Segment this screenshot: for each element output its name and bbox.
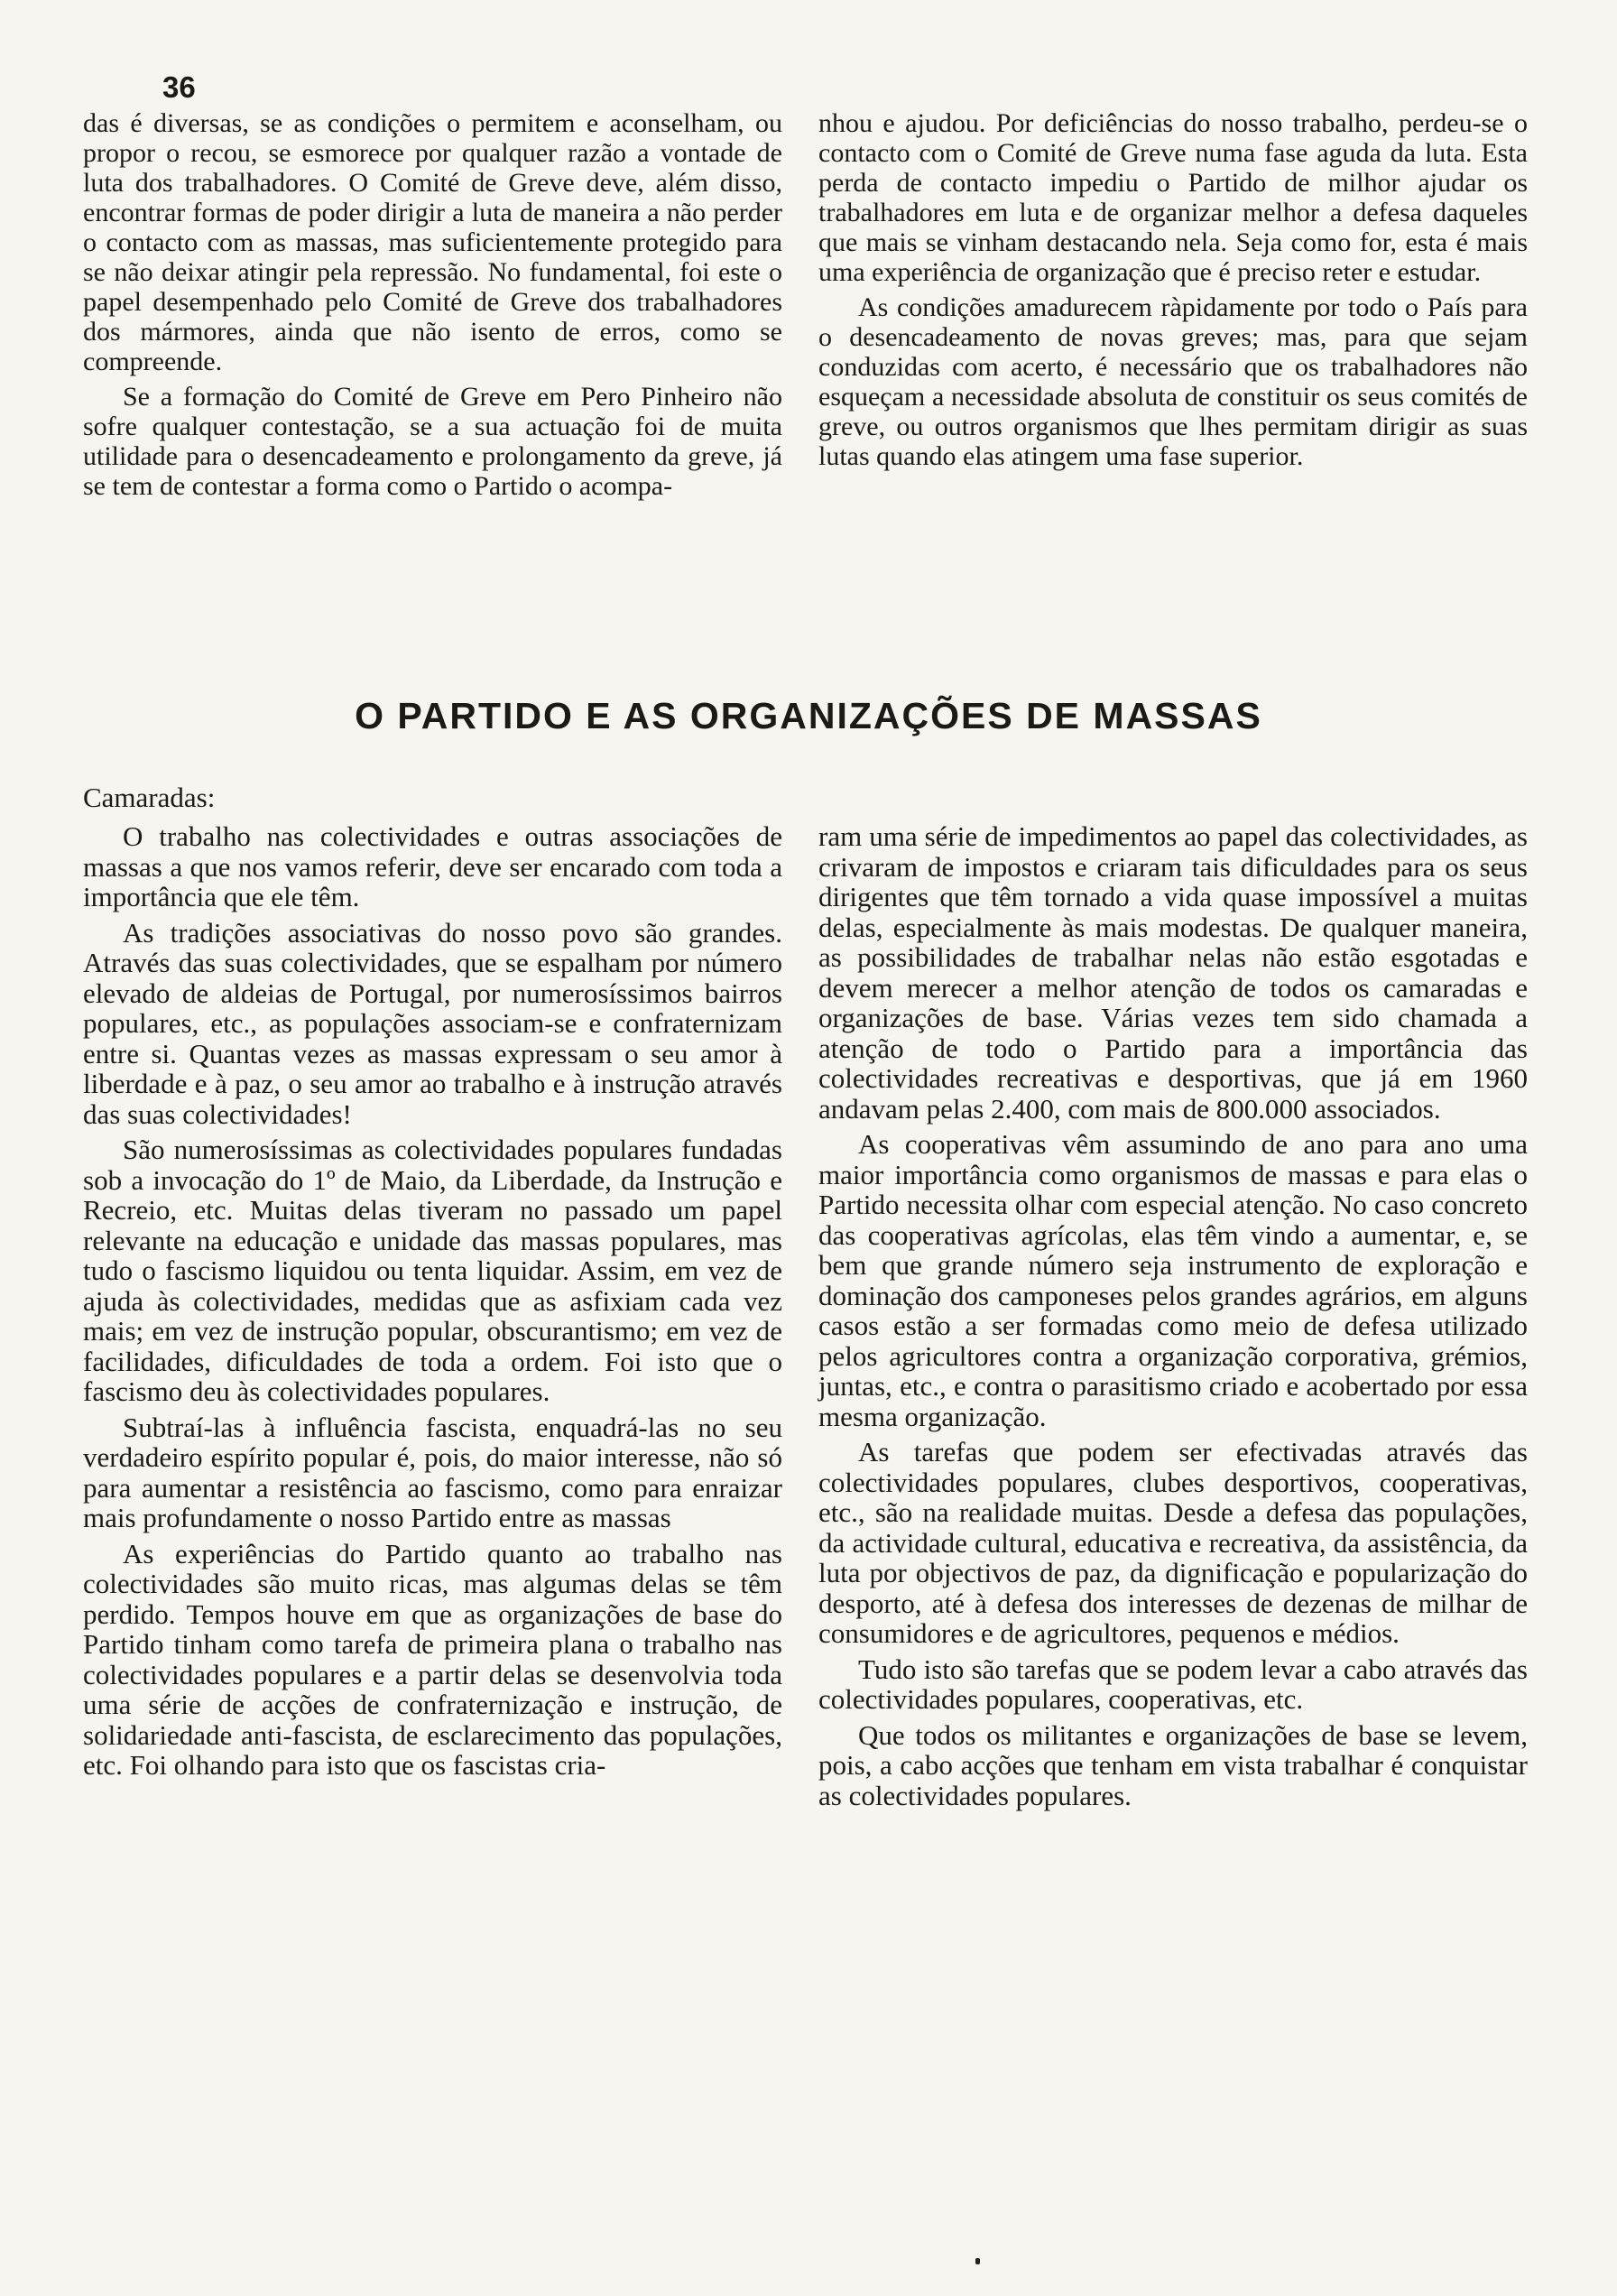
paragraph: Se a formação do Comité de Greve em Pero Pinheiro não sofre qualquer contestação, se a sua actuação foi de muita utilidade para o desencadeamento e prolongamento da greve, já se tem de contestar a forma como o Partido o acompa- xyxy=(83,382,782,501)
paragraph: As tarefas que podem ser efectivadas através das colectividades populares, clubes desportivos, cooperativas, etc., são na realidade muitas. Desde a defesa das populações, da actividade cultural, educativa e recreativa, da assistência, da luta por objectivos de paz, da dignificação e popularização do desporto, até à defesa dos interesses de dezenas de milhar de consumidores e de agricultores, pequenos e médios. xyxy=(818,1436,1528,1649)
paragraph: As tradições associativas do nosso povo são grandes. Através das suas colectividades, que se espalham por número elevado de aldeias de Portugal, por numerosíssimos bairros populares, etc., as populações associam-se e confraternizam entre si. Quantas vezes as massas expressam o seu amor à liberdade e à paz, o seu amor ao trabalho e à instrução através das suas colectividades! xyxy=(83,916,782,1130)
section-title: O PARTIDO E AS ORGANIZAÇÕES DE MASSAS xyxy=(355,695,1262,736)
salutation: Camaradas: xyxy=(83,782,216,813)
paragraph: As condições amadurecem ràpidamente por todo o País para o desencadeamento de novas greves; mas, para que sejam conduzidas com acerto, é necessário que os trabalhadores não esqueçam a necessidade absoluta de constituir os seus comités de greve, ou outros organismos que lhes permitam dirigir as suas lutas quando elas atingem uma fase superior. xyxy=(818,292,1528,471)
top-left-column xyxy=(83,108,782,506)
paragraph: As experiências do Partido quanto ao trabalho nas colectividades são muito ricas, mas algumas delas se têm perdido. Tempos houve em que as organizações de base do Partido tinham como tarefa de primeira plana o trabalho nas colectividades populares e a partir delas se desenvolvia toda uma série de acções de confraternização e instrução, de solidariedade anti-fascista, de esclarecimento das populações, etc. Foi olhando para isto que os fascistas cria- xyxy=(83,1537,782,1781)
paragraph: ram uma série de impedimentos ao papel das colectividades, as crivaram de impostos e criaram tais dificuldades para os seus dirigentes que têm tornado a vida quase impossível a muitas delas, especialmente às mais modestas. De qualquer maneira, as possibilidades de trabalhar nelas não estão esgotadas e devem merecer a melhor atenção de todos os camaradas e organizações de base. Várias vezes tem sido chamada a atenção de todo o Partido para a importância das colectividades recreativas e desportivas, que já em 1960 andavam pelas 2.400, com mais de 800.000 associados. xyxy=(818,820,1528,1125)
paragraph: nhou e ajudou. Por deficiências do nosso trabalho, perdeu-se o contacto com o Comité de Greve numa fase aguda da luta. Esta perda de contacto impediu o Partido de milhor ajudar os trabalhadores em luta e de organizar melhor a defesa daqueles que mais se vinham destacando nela. Seja como for, esta é mais uma experiência de organização que é preciso reter e estudar. xyxy=(818,108,1528,287)
paragraph: Tudo isto são tarefas que se podem levar a cabo através das colectividades populares, cooperativas, etc. xyxy=(818,1653,1528,1715)
bottom-right-column xyxy=(818,821,1528,1816)
paragraph: das é diversas, se as condições o permitem e aconselham, ou propor o recou, se esmorece por qualquer razão a vontade de luta dos trabalhadores. O Comité de Greve deve, além disso, encontrar formas de poder dirigir a luta de maneira a não perder o contacto com as massas, mas suficientemente protegido para se não deixar atingir pela repressão. No fundamental, foi este o papel desempenhado pelo Comité de Greve dos trabalhadores dos mármores, ainda que não isento de erros, como se compreende. xyxy=(83,108,782,376)
ink-speck xyxy=(975,2258,980,2264)
paragraph: Subtraí-las à influência fascista, enquadrá-las no seu verdadeiro espírito popular é, pois, do maior interesse, não só para aumentar a resistência ao fascismo, como para enraizar mais profundamente o nosso Partido entre as massas xyxy=(83,1411,782,1533)
page-number: 36 xyxy=(162,70,196,104)
bottom-left-column xyxy=(83,821,782,1786)
paragraph: Que todos os militantes e organizações de base se levem, pois, a cabo acções que tenham em vista trabalhar é conquistar as colectividades populares. xyxy=(818,1718,1528,1811)
paragraph: As cooperativas vêm assumindo de ano para ano uma maior importância como organismos de massas e para elas o Partido necessita olhar com especial atenção. No caso concreto das cooperativas agrícolas, elas têm vindo a aumentar, e, se bem que grande número seja instrumento de exploração e dominação dos camponeses pelos grandes agrários, em alguns casos estão a ser formadas como meio de defesa utilizado pelos agricultores contra a organização corporativa, grémios, juntas, etc., e contra o parasitismo criado e acobertado por essa mesma organização. xyxy=(818,1128,1528,1432)
top-right-column xyxy=(818,108,1528,477)
paragraph: São numerosíssimas as colectividades populares fundadas sob a invocação do 1º de Maio, da Liberdade, da Instrução e Recreio, etc. Muitas delas tiveram no passado um papel relevante na educação e unidade das massas populares, mas tudo o fascismo liquidou ou tenta liquidar. Assim, em vez de ajuda às colectividades, medidas que as asfixiam cada vez mais; em vez de instrução popular, obscurantismo; em vez de facilidades, dificuldades de toda a ordem. Foi isto que o fascismo deu às colectividades populares. xyxy=(83,1134,782,1407)
paragraph: O trabalho nas colectividades e outras associações de massas a que nos vamos referir, deve ser encarado com toda a importância que ele têm. xyxy=(83,820,782,912)
